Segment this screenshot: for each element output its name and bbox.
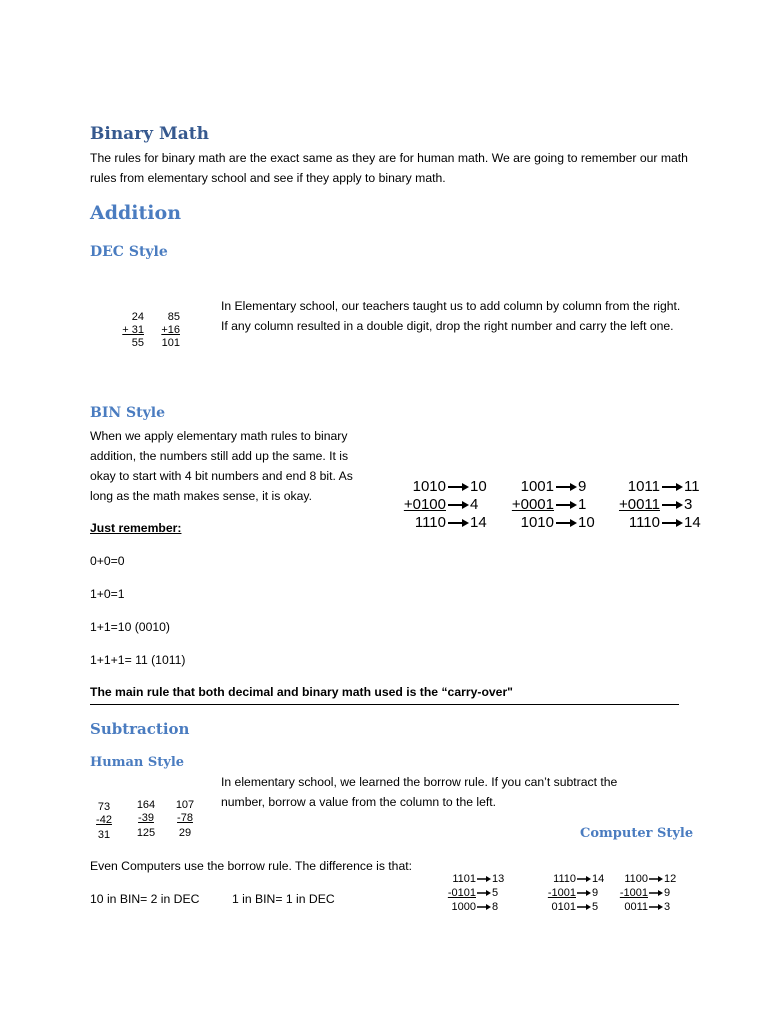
binary-value: -1001 <box>619 887 648 899</box>
bin-addition-example <box>396 478 492 532</box>
page-title: Binary Math <box>90 124 209 144</box>
subtrahend: -39 <box>138 812 154 824</box>
rule-item: 0+0=0 <box>90 554 125 568</box>
decimal-value: 13 <box>492 873 505 885</box>
decimal-value: 14 <box>470 514 487 531</box>
computer-style-text: Even Computers use the borrow rule. The difference is that: <box>90 859 413 873</box>
subtrahend: -42 <box>96 814 112 826</box>
binary-value: 1100 <box>624 873 648 885</box>
binary-value: 1011 <box>627 478 660 495</box>
difference: 29 <box>178 827 192 839</box>
bin-dec-note: 10 in BIN= 2 in DEC <box>90 892 200 906</box>
binary-value: 1001 <box>520 478 554 495</box>
addend-a: 85 <box>167 311 180 323</box>
decimal-value: 4 <box>470 496 479 513</box>
decimal-value: 9 <box>578 478 587 495</box>
binary-value: 1101 <box>452 873 476 885</box>
binary-value: 1000 <box>451 901 476 913</box>
decimal-value: 9 <box>592 887 599 899</box>
binary-value: 1110 <box>628 514 660 531</box>
binary-value: -0101 <box>447 887 476 899</box>
decimal-value: 8 <box>492 901 499 913</box>
difference: 31 <box>97 829 111 841</box>
minuend: 164 <box>136 799 156 811</box>
binary-value: 1010 <box>520 514 554 531</box>
decimal-value: 3 <box>684 496 693 513</box>
arrow-right-icon <box>476 889 492 897</box>
main-rule-text: The main rule that both decimal and binary math used is the “carry-over" <box>90 685 513 699</box>
computer-style-heading: Computer Style <box>580 826 694 841</box>
arrow-right-icon <box>648 889 664 897</box>
bin-subtraction-example <box>612 872 682 914</box>
decimal-value: 10 <box>470 478 487 495</box>
bin-subtraction-example <box>440 872 510 914</box>
binary-value: -1001 <box>547 887 576 899</box>
arrow-right-icon <box>648 903 664 911</box>
arrow-right-icon <box>476 875 492 883</box>
decimal-value: 5 <box>492 887 499 899</box>
rule-item: 1+1+1= 11 (1011) <box>90 653 186 667</box>
sum: 55 <box>131 337 144 349</box>
decimal-value: 11 <box>684 478 700 495</box>
addend-a: 24 <box>131 311 144 323</box>
arrow-right-icon <box>446 518 470 528</box>
arrow-right-icon <box>476 903 492 911</box>
arrow-right-icon <box>554 518 578 528</box>
human-style-heading: Human Style <box>90 755 185 770</box>
binary-value: +0001 <box>511 496 554 513</box>
dec-addition-problem <box>152 311 180 350</box>
arrow-right-icon <box>576 903 592 911</box>
dec-style-text: In Elementary school, our teachers taught us to add column by column from the right. If any column resulted in a double digit, drop the right number and carry the left one. <box>221 299 681 333</box>
arrow-right-icon <box>660 500 684 510</box>
bin-addition-example <box>504 478 600 532</box>
arrow-right-icon <box>648 875 664 883</box>
difference: 125 <box>136 827 156 839</box>
arrow-right-icon <box>576 889 592 897</box>
addition-heading: Addition <box>90 202 182 224</box>
addend-b: + 31 <box>122 324 144 336</box>
bin-addition-example <box>610 478 706 532</box>
human-style-text: In elementary school, we learned the borrow rule. If you can’t subtract the number, borrow a value from the column to the left. <box>221 775 618 809</box>
arrow-right-icon <box>554 500 578 510</box>
decimal-value: 10 <box>578 514 595 531</box>
binary-value: 0101 <box>551 901 576 913</box>
decimal-value: 14 <box>592 873 605 885</box>
binary-value: 1110 <box>553 873 576 885</box>
dec-subtraction-problem <box>92 801 116 842</box>
intro-text: The rules for binary math are the exact same as they are for human math. We are going to remember our math rules from elementary school and see if they apply to binary math. <box>90 151 688 185</box>
decimal-value: 14 <box>684 514 701 531</box>
decimal-value: 12 <box>664 873 677 885</box>
dec-addition-problem <box>112 311 144 350</box>
bin-dec-note: 1 in BIN= 1 in DEC <box>232 892 335 906</box>
decimal-value: 3 <box>664 901 671 913</box>
binary-value: 0011 <box>624 901 648 913</box>
dec-style-heading: DEC Style <box>90 244 168 260</box>
arrow-right-icon <box>446 500 470 510</box>
subtrahend: -78 <box>177 812 193 824</box>
section-divider <box>90 704 679 705</box>
rule-item: 1+0=1 <box>90 587 125 601</box>
binary-value: +0100 <box>403 496 446 513</box>
arrow-right-icon <box>660 518 684 528</box>
dec-subtraction-problem <box>172 799 198 840</box>
decimal-value: 5 <box>592 901 599 913</box>
minuend: 73 <box>97 801 111 813</box>
decimal-value: 1 <box>578 496 587 513</box>
arrow-right-icon <box>446 482 470 492</box>
bin-style-heading: BIN Style <box>90 405 165 421</box>
sum: 101 <box>161 337 180 349</box>
minuend: 107 <box>175 799 195 811</box>
decimal-value: 9 <box>664 887 671 899</box>
dec-subtraction-problem <box>133 799 159 840</box>
addend-b: +16 <box>161 324 180 336</box>
arrow-right-icon <box>576 875 592 883</box>
arrow-right-icon <box>554 482 578 492</box>
bin-style-text: When we apply elementary math rules to binary addition, the numbers still add up the same. It is okay to start with 4 bit numbers and end 8 bit. As long as the math makes sense, it is okay. <box>90 429 353 503</box>
binary-value: +0011 <box>618 496 660 513</box>
bin-subtraction-example <box>540 872 610 914</box>
binary-value: 1110 <box>414 514 446 531</box>
arrow-right-icon <box>660 482 684 492</box>
subtraction-heading: Subtraction <box>90 720 190 738</box>
rule-item: 1+1=10 (0010) <box>90 620 170 634</box>
just-remember-label: Just remember: <box>90 521 182 535</box>
binary-value: 1010 <box>412 478 446 495</box>
